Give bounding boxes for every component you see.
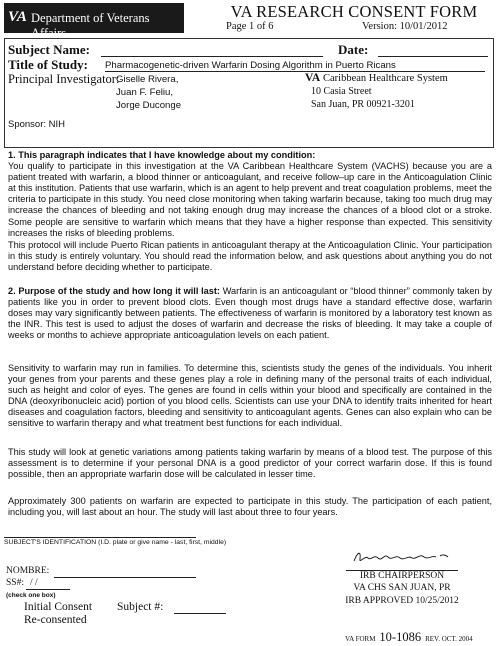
reconsented-option[interactable]: Re-consented: [24, 614, 87, 626]
title-of-study-label: Title of Study:: [8, 57, 88, 72]
subject-identification-label: SUBJECT'S IDENTIFICATION (I.D. plate or give name - last, first, middle): [4, 539, 227, 546]
footer-divider: [4, 537, 196, 538]
pi-label: Principal Investigator:: [8, 72, 120, 86]
va-logo: VA: [8, 9, 27, 25]
nombre-label: NOMBRE:: [6, 566, 50, 576]
section-1-heading: 1. This paragraph indicates that I have knowledge about my condition:: [8, 150, 316, 160]
form-version: Version: 10/01/2012: [362, 21, 448, 32]
form-number: 10-1086: [379, 630, 422, 644]
form-prefix: VA FORM: [345, 635, 376, 643]
section-2-heading: 2. Purpose of the study and how long it will last:: [8, 286, 220, 296]
page-number: Page 1 of 6: [226, 21, 274, 32]
department-name: Department of Veterans Affairs: [31, 11, 150, 40]
paragraph-4: Sensitivity to warfarin may run in families. To determine this, scientists study the genes of the individuals. You inherit your genes from your parents and these genes play a role in defining many of the personal traits of each individual, such as height and color of eyes. The genes are found in cells within your blood and specifically are contained in the DNA (deoxyribonucleic acid) portion of you blood cells. Scientists can use your DNA to identify traits inherited for heart diseases and coagulation factors, bleeding and sensitivity to anticoagulant agents. Genes can also explain who can be sensitive to warfarin therapy and what treatment best functions for each individual.: [8, 363, 492, 429]
site-street: 10 Casia Street: [311, 86, 372, 97]
site-name: Caribbean Healthcare System: [323, 73, 448, 84]
paragraph-6: Approximately 300 patients on warfarin are expected to participate in this study. The participation of each patient, including you, will last about an hour. The study will last about three to four years.: [8, 496, 492, 518]
sponsor: Sponsor: NIH: [8, 119, 66, 130]
pi-name-3: Jorge Duconge: [116, 100, 182, 111]
study-info-box: [4, 38, 494, 148]
irb-signature: [352, 549, 450, 565]
pi-name-2: Juan F. Feliu,: [116, 87, 174, 98]
title-of-study-value: Pharmacogenetic-driven Warfarin Dosing Algorithm in Puerto Ricans: [105, 60, 485, 72]
site-city: San Juan, PR 00921-3201: [311, 99, 415, 110]
paragraph-1: You qualify to participate in this investigation at the VA Caribbean Healthcare System (VACHS) because you are a patient treated with warfarin, a blood thinner or anticoagulant, and receive follow–up care in the Anticoagulation Clinic at this institution. Patients that use warfarin, which is an agent to help prevent and treat coagulation problems, meet the criteria to participate in this study. You need close monitoring when taking warfarin because, taking too much drug may increase the chances of bleeding and not taking enough drug may increase the chances of a blood clot or a stroke. Some people are sensitive to warfarin which means that they have a higher response than expected. This sensitivity increases the risks of bleeding problems.: [8, 161, 492, 238]
va-logo-banner: [4, 3, 184, 40]
ss-field[interactable]: [26, 589, 70, 590]
irb-chairperson: IRB CHAIRPERSON: [359, 571, 445, 581]
date-label: Date:: [338, 42, 369, 57]
subject-name-label: Subject Name:: [8, 42, 90, 57]
check-one-box-label: (check one box): [6, 592, 56, 599]
site-va: VA: [305, 72, 321, 84]
initial-consent-option[interactable]: Initial Consent: [24, 601, 93, 613]
irb-site: VA CHS SAN JUAN, PR: [353, 583, 451, 593]
va-form-number: [345, 628, 473, 646]
form-title: VA RESEARCH CONSENT FORM: [230, 2, 478, 21]
paragraph-2: This protocol will include Puerto Rican patients in anticoagulant therapy at the Anticoagulation Clinic. Your participation in this study is entirely voluntary. You should read the information below, and ask questions about anything you do not understand before deciding whether to participate.: [8, 240, 492, 273]
nombre-field[interactable]: [54, 577, 196, 578]
ss-separators: / /: [30, 578, 38, 588]
subject-number-label: Subject #:: [117, 601, 164, 613]
paragraph-5: This study will look at genetic variations among patients taking warfarin by means of a blood test. The purpose of this assessment is to determine if your personal DNA is a good predictor of your correct warfarin dose. If this is found possible, then an appropriate warfarin dose will be calculated in lesser time.: [8, 447, 492, 480]
date-field[interactable]: [378, 56, 488, 57]
paragraph-3: Warfarin is an anticoagulant or “blood thinner” commonly taken by patients like you in order to prevent blood clots. Even though most drugs have a standard effective dose, warfarin doses may vary significantly between patients. The effectiveness of warfarin is monitored by a laboratory test known as the INR. This test is used to adjust the doses of warfarin and decrease the risks of bleeding. It may take a couple of weeks or months to achieve appropriate anticoagulation levels on each patient.: [8, 286, 492, 341]
subject-number-field[interactable]: [174, 613, 226, 614]
ss-label: SS#:: [6, 578, 24, 588]
pi-name-1: Giselle Rivera,: [116, 74, 179, 85]
irb-approved-stamp: IRB APPROVED 10/25/2012: [345, 596, 459, 606]
form-revision: REV. OCT. 2004: [425, 635, 473, 643]
subject-name-field[interactable]: [101, 56, 323, 57]
